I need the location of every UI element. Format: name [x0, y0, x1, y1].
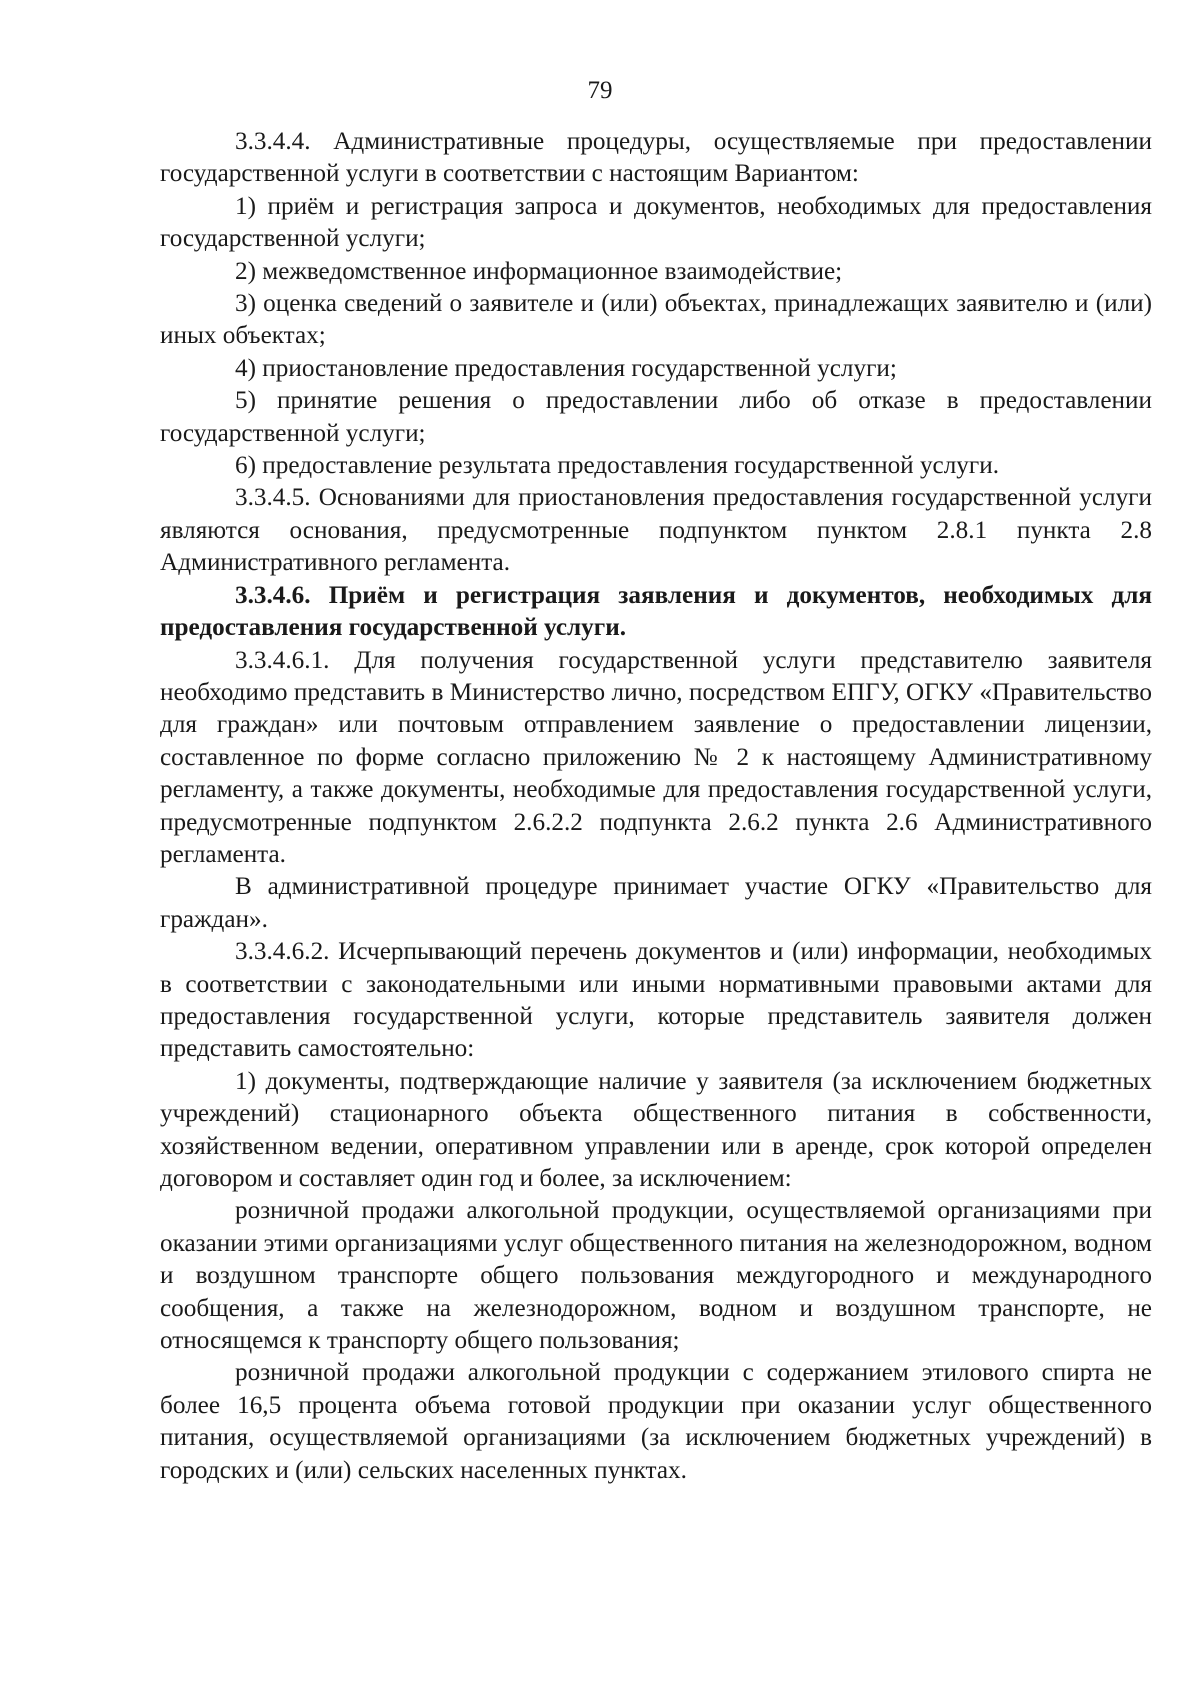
list-item-4: 4) приостановление предоставления государственной услуги;	[235, 354, 897, 382]
list-item-6: 6) предоставление результата предоставления государственной услуги.	[235, 452, 999, 480]
exception-item-transport: розничной продажи алкогольной продукции, осуществляемой организациями при оказании этими организациями услуг общественного питания на железнодорожном, водном и воздушном транспорте общего пользования междугородного и международного сообщения, а также на железнодорожном, водном и воздушном транспорте, не относящемся к транспорту общего пользования;	[160, 1197, 1152, 1355]
paragraph-3-3-4-6-1: 3.3.4.6.1. Для получения государственной услуги представителю заявителя необходимо представить в Министерство лично, посредством ЕПГУ, ОГКУ «Правительство для граждан» или почтовым отправлением заявление о предоставлении лицензии, составленное по форме согласно приложению № 2 к настоящему Административному регламенту, а также документы, необходимые для предоставления государственной услуги, предусмотренные подпунктом 2.6.2.2 подпункта 2.6.2 пункта 2.6 Административного регламента.	[160, 646, 1152, 868]
list-item-5: 5) принятие решения о предоставлении либо об отказе в предоставлении государственной услуги;	[160, 387, 1152, 447]
list-item-1: 1) приём и регистрация запроса и документов, необходимых для предоставления государственной услуги;	[160, 192, 1152, 253]
paragraph-3-3-4-4: 3.3.4.4. Административные процедуры, осуществляемые при предоставлении государственной услуги в соответствии с настоящим Вариантом:	[160, 128, 1152, 188]
paragraph-3-3-4-6-2: 3.3.4.6.2. Исчерпывающий перечень документов и (или) информации, необходимых в соответствии с законодательными или иными нормативными правовыми актами для предоставления государственной услуги, которые представитель заявителя должен представить самостоятельно:	[160, 938, 1152, 1063]
document-body	[160, 126, 1152, 1487]
document-list-item-1: 1) документы, подтверждающие наличие у заявителя (за исключением бюджетных учреждений) стационарного объекта общественного питания в собственности, хозяйственном ведении, оперативном управлении или в аренде, срок которой определен договором и составляет один год и более, за исключением:	[160, 1067, 1152, 1192]
section-heading-3-3-4-6: 3.3.4.6. Приём и регистрация заявления и документов, необходимых для предоставления государственной услуги.	[160, 581, 1152, 642]
list-item-3: 3) оценка сведений о заявителе и (или) объектах, принадлежащих заявителю и (или) иных объектах;	[160, 290, 1152, 350]
paragraph-participation: В административной процедуре принимает участие ОГКУ «Правительство для граждан».	[160, 873, 1152, 933]
exception-item-low-alcohol: розничной продажи алкогольной продукции с содержанием этилового спирта не более 16,5 процента объема готовой продукции при оказании услуг общественного питания, осуществляемой организациями (за исключением бюджетных учреждений) в городских и (или) сельских населенных пунктах.	[160, 1359, 1152, 1484]
paragraph-3-3-4-5: 3.3.4.5. Основаниями для приостановления предоставления государственной услуги являются основания, предусмотренные подпунктом пунктом 2.8.1 пункта 2.8 Административного регламента.	[160, 484, 1152, 577]
page-number: 79	[587, 77, 613, 104]
list-item-2: 2) межведомственное информационное взаимодействие;	[235, 257, 843, 285]
